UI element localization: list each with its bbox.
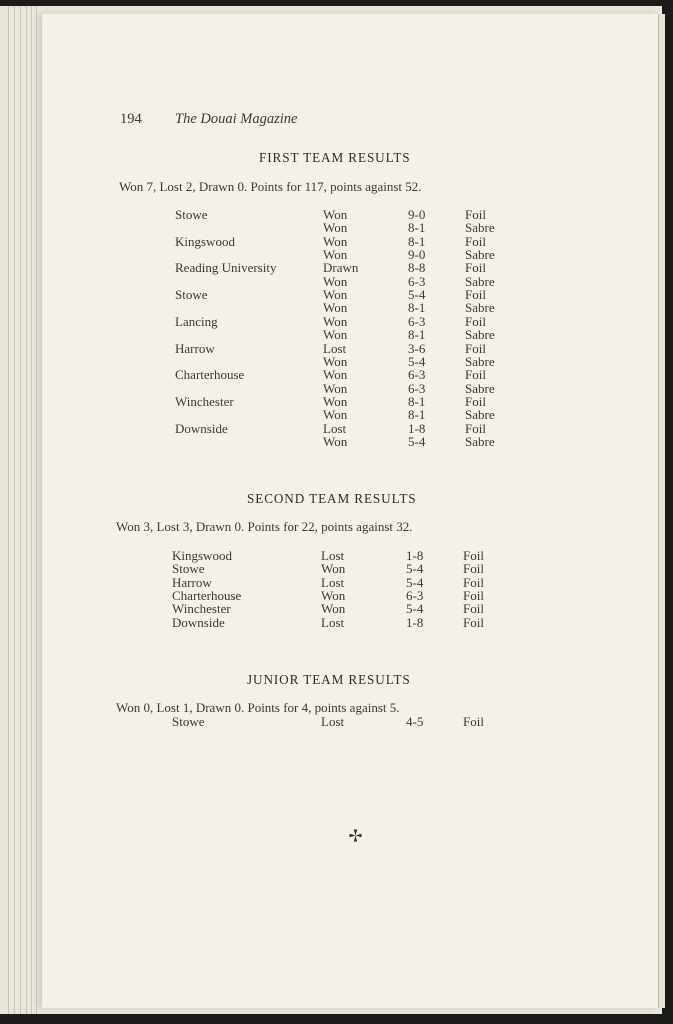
opponent-cell: Downside <box>175 420 228 436</box>
weapon-cell: Foil <box>463 601 484 617</box>
result-cell: Lost <box>321 548 345 563</box>
weapon-cell: Foil <box>465 420 486 436</box>
result-cell: Won <box>323 433 348 449</box>
result-cell: Won <box>323 287 348 303</box>
weapon-cell: Foil <box>465 233 486 249</box>
score-cell: 8-1 <box>408 220 426 236</box>
score-cell: 8-1 <box>408 233 426 249</box>
score-cell: 3-6 <box>408 340 426 356</box>
weapon-cell: Foil <box>463 574 484 590</box>
result-cell: Won <box>323 207 348 222</box>
result-cell: Won <box>323 327 348 343</box>
weapon-cell: Foil <box>465 393 486 409</box>
weapon-cell: Sabre <box>465 380 495 396</box>
opponent-cell: Winchester <box>172 601 231 617</box>
score-cell: 1-8 <box>408 420 426 436</box>
score-cell: 6-3 <box>406 588 424 604</box>
result-cell: Won <box>323 247 348 263</box>
weapon-cell: Sabre <box>465 220 495 236</box>
result-cell: Lost <box>323 340 347 356</box>
section-heading-first-team: FIRST TEAM RESULTS <box>259 150 411 165</box>
score-cell: 6-3 <box>408 273 426 289</box>
result-cell: Lost <box>323 420 347 436</box>
opponent-cell: Stowe <box>175 287 208 303</box>
score-cell: 5-4 <box>408 287 426 303</box>
opponent-cell: Harrow <box>175 340 215 356</box>
opponent-cell: Charterhouse <box>172 588 242 604</box>
weapon-cell: Foil <box>465 260 486 276</box>
magazine-title: The Douai Magazine <box>175 111 298 127</box>
result-cell: Won <box>323 273 348 289</box>
score-cell: 5-4 <box>406 601 424 617</box>
score-cell: 8-8 <box>408 260 426 276</box>
score-cell: 8-1 <box>408 407 426 423</box>
result-cell: Lost <box>321 614 345 630</box>
section-heading-junior-team: JUNIOR TEAM RESULTS <box>247 672 411 687</box>
result-cell: Drawn <box>323 260 359 276</box>
score-cell: 6-3 <box>408 313 426 329</box>
result-cell: Won <box>323 233 348 249</box>
page-gutter-right <box>658 14 665 1008</box>
weapon-cell: Foil <box>463 714 484 729</box>
score-cell: 8-1 <box>408 393 426 409</box>
score-cell: 5-4 <box>408 353 426 369</box>
result-cell: Lost <box>321 574 345 590</box>
opponent-cell: Stowe <box>172 561 205 577</box>
score-cell: 9-0 <box>408 207 426 222</box>
opponent-cell: Kingswood <box>175 233 235 249</box>
result-cell: Won <box>323 353 348 369</box>
weapon-cell: Sabre <box>465 247 495 263</box>
result-cell: Won <box>321 601 346 617</box>
result-cell: Won <box>323 407 348 423</box>
opponent-cell: Charterhouse <box>175 367 245 383</box>
weapon-cell: Sabre <box>465 300 495 316</box>
result-cell: Won <box>323 367 348 383</box>
score-cell: 8-1 <box>408 300 426 316</box>
weapon-cell: Foil <box>463 548 484 563</box>
weapon-cell: Foil <box>465 367 486 383</box>
weapon-cell: Sabre <box>465 273 495 289</box>
section-summary-second-team: Won 3, Lost 3, Drawn 0. Points for 22, points against 32. <box>116 519 413 534</box>
opponent-cell: Harrow <box>172 574 212 590</box>
weapon-cell: Foil <box>463 614 484 630</box>
weapon-cell: Foil <box>465 340 486 356</box>
opponent-cell: Downside <box>172 614 225 630</box>
result-cell: Won <box>323 300 348 316</box>
weapon-cell: Sabre <box>465 327 495 343</box>
weapon-cell: Foil <box>465 287 486 303</box>
score-cell: 4-5 <box>406 714 424 729</box>
score-cell: 6-3 <box>408 367 426 383</box>
opponent-cell: Reading University <box>175 260 277 276</box>
weapon-cell: Foil <box>465 313 486 329</box>
score-cell: 9-0 <box>408 247 426 263</box>
opponent-cell: Winchester <box>175 393 234 409</box>
weapon-cell: Sabre <box>465 353 495 369</box>
page-number: 194 <box>120 111 142 127</box>
opponent-cell: Stowe <box>175 207 208 222</box>
weapon-cell: Sabre <box>465 433 495 449</box>
score-cell: 6-3 <box>408 380 426 396</box>
result-cell: Lost <box>321 714 345 729</box>
cross-pattee-icon <box>349 829 362 842</box>
opponent-cell: Stowe <box>172 714 205 729</box>
score-cell: 5-4 <box>406 561 424 577</box>
score-cell: 5-4 <box>406 574 424 590</box>
opponent-cell: Lancing <box>175 313 218 329</box>
result-cell: Won <box>321 588 346 604</box>
result-cell: Won <box>321 561 346 577</box>
result-cell: Won <box>323 380 348 396</box>
result-cell: Won <box>323 313 348 329</box>
weapon-cell: Foil <box>463 561 484 577</box>
score-cell: 1-8 <box>406 548 424 563</box>
score-cell: 1-8 <box>406 614 424 630</box>
opponent-cell: Kingswood <box>172 548 232 563</box>
score-cell: 8-1 <box>408 327 426 343</box>
result-cell: Won <box>323 393 348 409</box>
weapon-cell: Foil <box>463 588 484 604</box>
result-cell: Won <box>323 220 348 236</box>
section-summary-first-team: Won 7, Lost 2, Drawn 0. Points for 117, points against 52. <box>119 179 422 194</box>
score-cell: 5-4 <box>408 433 426 449</box>
weapon-cell: Sabre <box>465 407 495 423</box>
weapon-cell: Foil <box>465 207 486 222</box>
section-heading-second-team: SECOND TEAM RESULTS <box>247 491 417 506</box>
section-summary-junior-team: Won 0, Lost 1, Drawn 0. Points for 4, points against 5. <box>116 700 400 715</box>
